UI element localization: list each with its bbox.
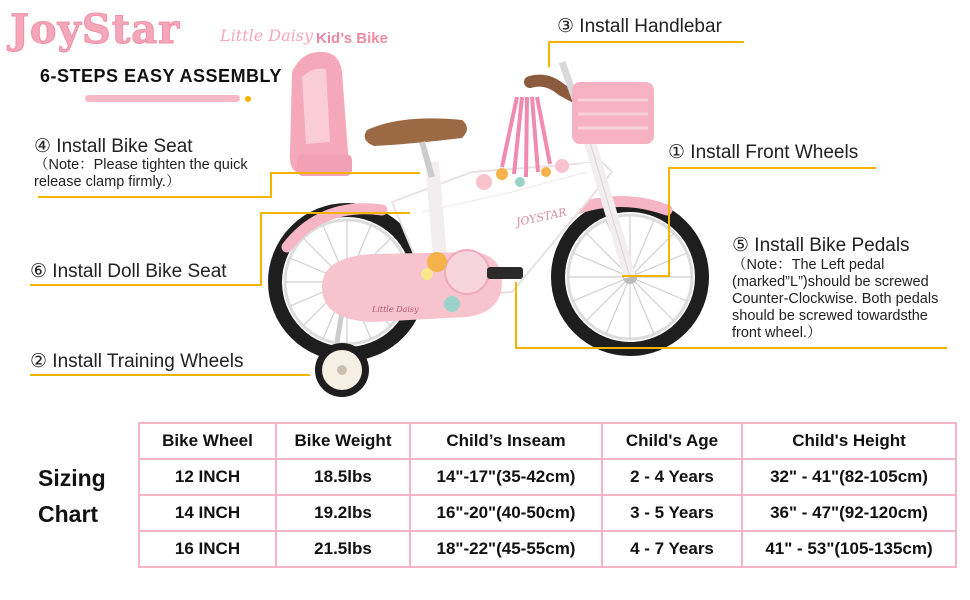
- doll-seat-callout-rise: [260, 212, 262, 286]
- pedals-callout-rise: [515, 282, 517, 348]
- step-pedals: ⑤ Install Bike Pedals: [732, 235, 910, 256]
- cell-height: 32" - 41"(82-105cm): [742, 459, 956, 495]
- bike-seat-callout-rise: [270, 172, 272, 198]
- cell-age: 3 - 5 Years: [602, 495, 742, 531]
- header-bike-wheel: Bike Wheel: [139, 423, 276, 459]
- pedal: [487, 267, 523, 279]
- cell-inseam: 14"-17"(35-42cm): [410, 459, 602, 495]
- cell-height: 36" - 47"(92-120cm): [742, 495, 956, 531]
- pedals-callout-line: [515, 347, 947, 349]
- front-basket: [572, 82, 654, 144]
- bike-seat: [365, 118, 467, 177]
- header-inseam: Child’s Inseam: [410, 423, 602, 459]
- fender-logo: Little Daisy: [352, 317, 358, 318]
- training-wheels-callout-line: [30, 374, 310, 376]
- step-training-wheels: ② Install Training Wheels: [30, 351, 244, 372]
- page-title: 6-STEPS EASY ASSEMBLY: [40, 66, 282, 86]
- handlebar-callout-line: [548, 41, 744, 43]
- chain-guard: [322, 250, 502, 322]
- cell-inseam: 18"-22"(45-55cm): [410, 531, 602, 567]
- header-height: Child's Height: [742, 423, 956, 459]
- step-bike-seat: ④ Install Bike Seat: [34, 136, 193, 157]
- sizing-label-line1: Sizing: [38, 465, 106, 491]
- doll-seat-callout-end: [260, 212, 410, 214]
- step-handlebar: ③ Install Handlebar: [557, 16, 722, 37]
- step-front-wheels: ① Install Front Wheels: [668, 142, 859, 163]
- cell-weight: 18.5lbs: [276, 459, 410, 495]
- pedals-note: （Note：The Left pedal (marked”L”)should be screwed Counter-Clockwise. Both pedals should be screwed towardsthe front wheel.）: [732, 257, 939, 341]
- cell-weight: 21.5lbs: [276, 531, 410, 567]
- title-dot: [245, 96, 251, 102]
- guard-logo: Little Daisy: [372, 305, 419, 314]
- table-row: [139, 531, 956, 567]
- front-wheels-callout-drop: [668, 167, 670, 275]
- front-wheels-callout-line: [668, 167, 876, 169]
- header-age: Child's Age: [602, 423, 742, 459]
- sizing-chart-label: [38, 460, 106, 532]
- table-row: [139, 495, 956, 531]
- cell-age: 4 - 7 Years: [602, 531, 742, 567]
- header-bike-weight: Bike Weight: [276, 423, 410, 459]
- tassels: [502, 97, 550, 177]
- doll-seat: [290, 52, 352, 176]
- title-underline: [85, 95, 240, 102]
- handlebar-callout-drop: [548, 41, 550, 67]
- brand-suffix: Kid’s Bike: [316, 30, 388, 47]
- brand-line: Little Daisy: [220, 26, 314, 45]
- cell-wheel: 16 INCH: [139, 531, 276, 567]
- cell-wheel: 14 INCH: [139, 495, 276, 531]
- sizing-table: [138, 422, 957, 568]
- bike-seat-callout-end: [270, 172, 420, 174]
- cell-height: 41" - 53"(105-135cm): [742, 531, 956, 567]
- doll-seat-callout-line: [30, 284, 260, 286]
- sizing-label-line2: Chart: [38, 501, 99, 527]
- front-wheels-callout-end: [622, 275, 670, 277]
- bike-seat-callout-line: [38, 196, 270, 198]
- brand-name: JoyStar: [10, 6, 181, 53]
- cell-wheel: 12 INCH: [139, 459, 276, 495]
- table-row: [139, 459, 956, 495]
- bike-seat-note: （Note：Please tighten the quick release clamp firmly.）: [34, 157, 248, 190]
- brand-logo: [10, 6, 180, 53]
- cell-weight: 19.2lbs: [276, 495, 410, 531]
- frame-logo: JOYSTAR: [514, 205, 568, 229]
- step-doll-seat: ⑥ Install Doll Bike Seat: [30, 261, 227, 282]
- cell-inseam: 16"-20"(40-50cm): [410, 495, 602, 531]
- cell-age: 2 - 4 Years: [602, 459, 742, 495]
- table-header-row: [139, 423, 956, 459]
